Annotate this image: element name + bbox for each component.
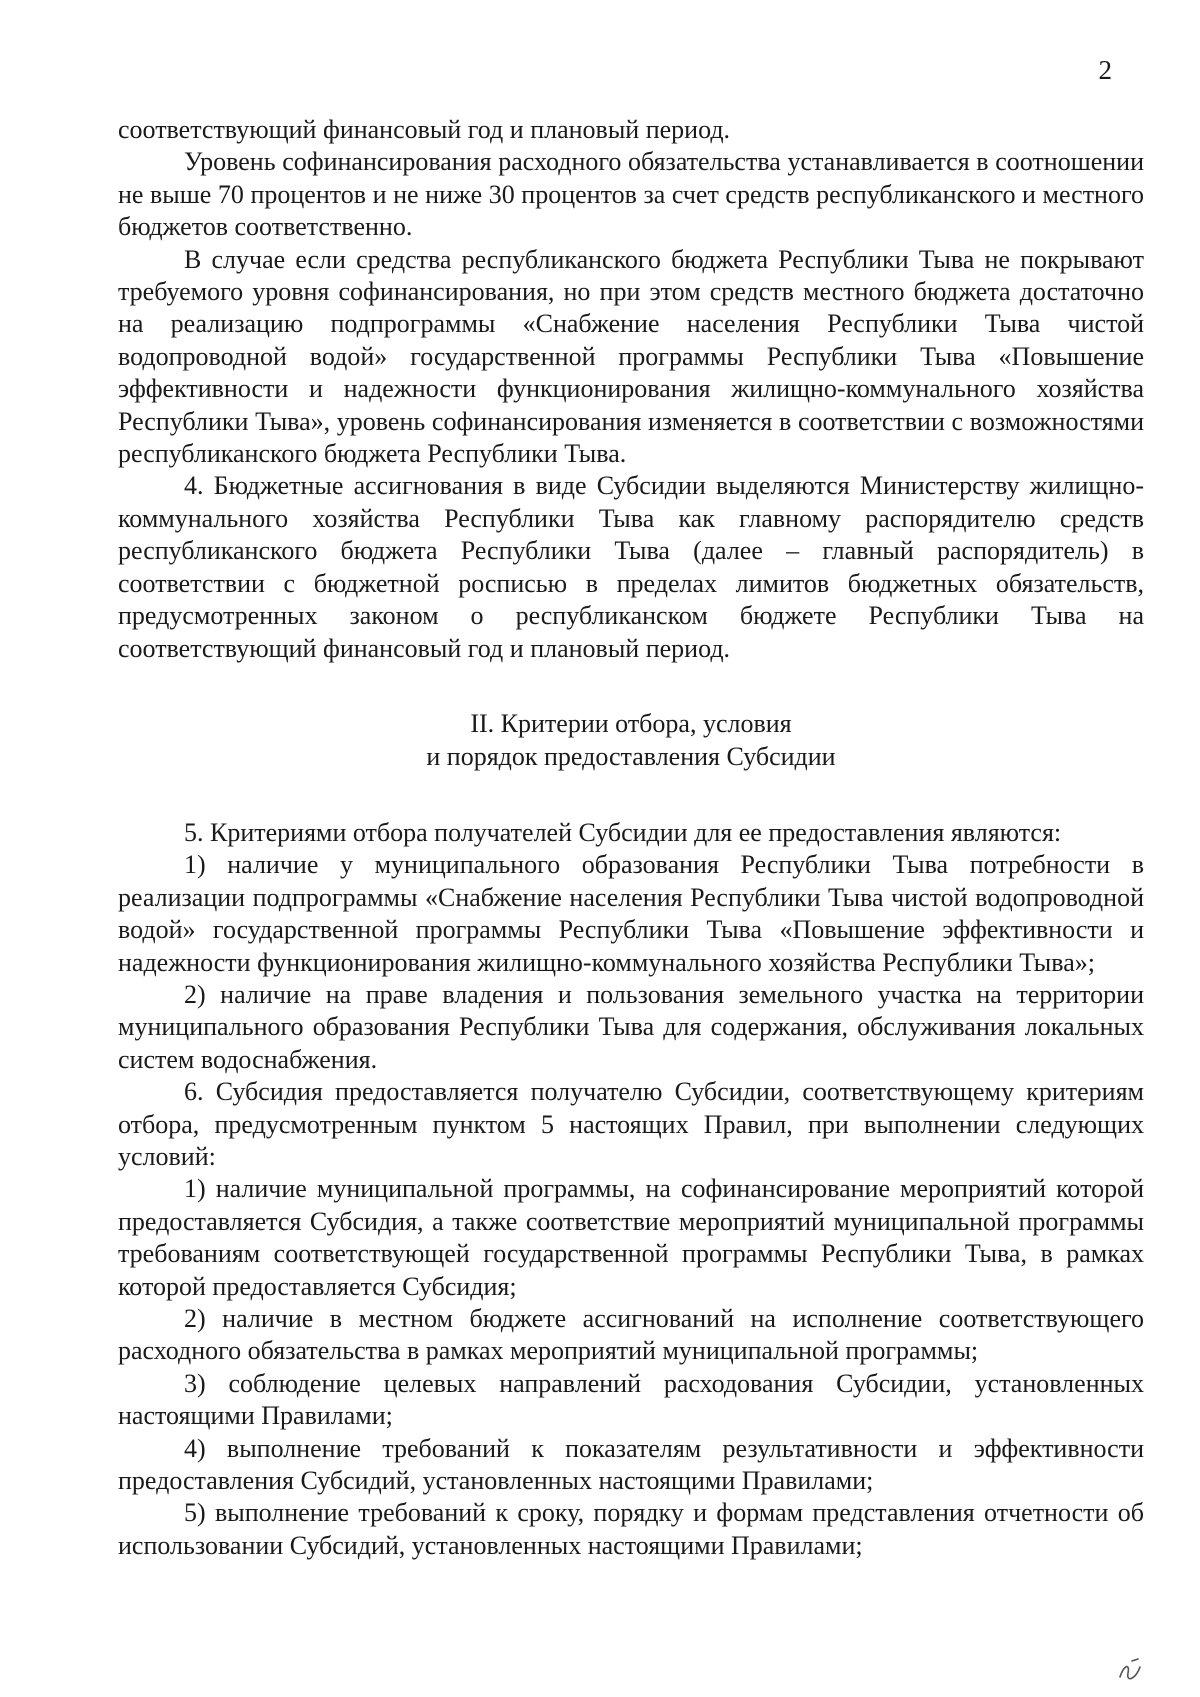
paragraph: 1) наличие муниципальной программы, на софинансирование мероприятий которой предоставляется Субсидия, а также соответствие мероприятий муниципальной программы требованиям соответствующей государственной программы Республики Тыва, в рамках которой предоставляется Субсидия;: [118, 1174, 1144, 1301]
paragraph: 2) наличие в местном бюджете ассигнований на исполнение соответствующего расходного обязательства в рамках мероприятий муниципальной программы;: [118, 1304, 1144, 1366]
section-heading: [118, 707, 1144, 773]
paragraph: 6. Субсидия предоставляется получателю Субсидии, соответствующему критериям отбора, предусмотренным пунктом 5 настоящих Правил, при выполнении следующих условий:: [118, 1077, 1144, 1171]
paragraph: 4) выполнение требований к показателям результативности и эффективности предоставления Субсидий, установленных настоящими Правилами;: [118, 1433, 1144, 1496]
section-heading-line-2: и порядок предоставления Субсидии: [426, 741, 836, 771]
section-heading-line-1: II. Критерии отбора, условия: [470, 708, 792, 738]
paragraph: соответствующий финансовый год и плановый период.: [118, 115, 731, 144]
paragraph: 4. Бюджетные ассигнования в виде Субсидии выделяются Министерству жилищно-коммунального хозяйства Республики Тыва как главному распорядителю средств республиканского бюджета Республики Тыва (далее – главный распорядитель) в соответствии с бюджетной росписью в пределах лимитов бюджетных обязательств, предусмотренных законом о республиканском бюджете Республики Тыва на соответствующий финансовый год и плановый период.: [118, 471, 1144, 663]
paragraph: 2) наличие на праве владения и пользования земельного участка на территории муниципального образования Республики Тыва для содержания, обслуживания локальных систем водоснабжения.: [118, 979, 1144, 1074]
document-body: [118, 114, 1144, 1562]
paragraph: Уровень софинансирования расходного обязательства устанавливается в соотношении не выше 70 процентов и не ниже 30 процентов за счет средств республиканского и местного бюджетов соответственно.: [118, 147, 1144, 242]
page-number: 2: [1098, 55, 1112, 85]
paragraphs-after-heading: [118, 817, 1144, 1562]
paragraph: 5. Критериями отбора получателей Субсидии для ее предоставления являются:: [184, 817, 1062, 847]
paragraph: 3) соблюдение целевых направлений расходования Субсидии, установленных настоящими Правилами;: [118, 1368, 1144, 1431]
paragraphs-before-heading: [118, 114, 1144, 665]
scribble-mark-icon: [1114, 1657, 1148, 1683]
paragraph: В случае если средства республиканского бюджета Республики Тыва не покрывают требуемого уровня софинансирования, но при этом средств местного бюджета достаточно на реализацию подпрограммы «Снабжение населения Республики Тыва чистой водопроводной водой» государственной программы Республики Тыва «Повышение эффективности и надежности функционирования жилищно-коммунального хозяйства Республики Тыва», уровень софинансирования изменяется в соответствии с возможностями республиканского бюджета Республики Тыва.: [118, 244, 1144, 469]
paragraph: 5) выполнение требований к сроку, порядку и формам представления отчетности об использовании Субсидий, установленных настоящими Правилами;: [118, 1498, 1144, 1560]
paragraph: 1) наличие у муниципального образования Республики Тыва потребности в реализации подпрограммы «Снабжение населения Республики Тыва чистой водопроводной водой» государственной программы Республики Тыва «Повышение эффективности и надежности функционирования жилищно-коммунального хозяйства Республики Тыва»;: [118, 850, 1144, 977]
